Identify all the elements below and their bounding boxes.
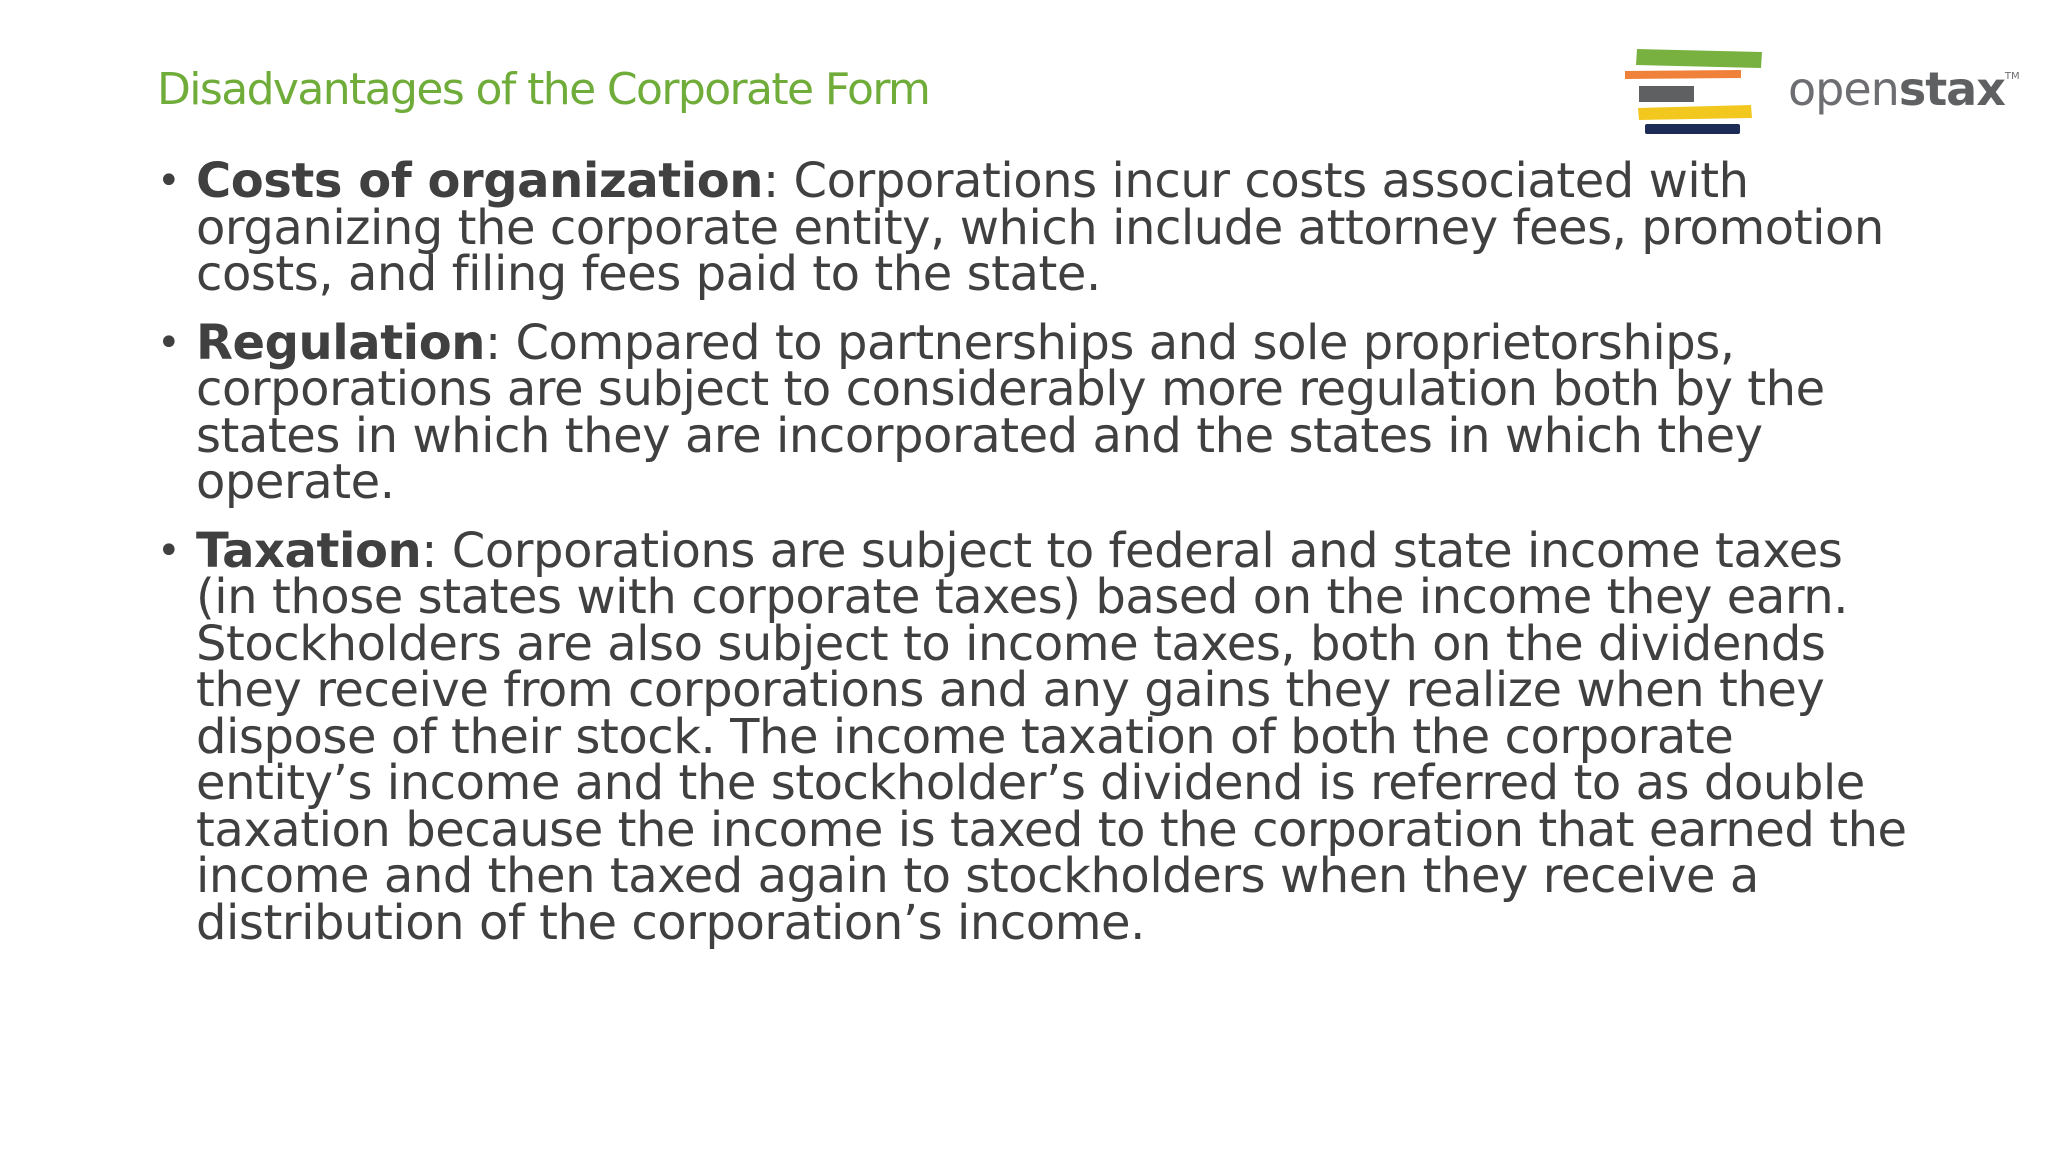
bullet-text: : Corporations incur costs associated with organizing the corporate entity, which include attorney fees, promotion costs, and filing fees paid to the state. (196, 153, 1884, 302)
bullet-term: Taxation (196, 522, 422, 579)
logo-bar-navy (1645, 124, 1740, 134)
openstax-logo (1625, 46, 2020, 138)
slide-title: Disadvantages of the Corporate Form (157, 64, 930, 115)
logo-bar-yellow (1638, 105, 1752, 120)
openstax-stacked-books-icon (1625, 46, 1765, 138)
logo-trademark: TM (2004, 71, 2020, 82)
bullet-text: : Corporations are subject to federal and state income taxes (in those states with corporate taxes) based on the income they earn. Stockholders are also subject to income taxes, both on the dividends they receive from corporations and any gains they realize when they dispose of their stock. The income taxation of both the corporate entity’s income and the stockholder’s dividend is referred to as double taxation because the income is taxed to the corporation that earned the income and then taxed again to stockholders when they receive a distribution of the corporation’s income. (196, 522, 1907, 951)
logo-wordmark (1788, 62, 2020, 116)
bullet-marker: • (157, 527, 181, 574)
bullet-term: Regulation (196, 314, 485, 371)
logo-bar-gray (1639, 86, 1694, 102)
bullet-item-taxation (157, 522, 1917, 951)
logo-bar-orange (1625, 70, 1741, 79)
bullet-marker: • (157, 319, 181, 366)
logo-bar-green (1636, 49, 1762, 68)
bullet-term: Costs of organization (196, 153, 764, 209)
bullet-text: : Compared to partnerships and sole proprietorships, corporations are subject to considerably more regulation both by the states in which they are incorporated and the states in which they operate. (196, 314, 1825, 510)
bullet-item-costs-of-organization (157, 153, 1917, 302)
bullet-list (157, 153, 1917, 968)
logo-text-open: open (1788, 62, 1899, 116)
logo-text-stax: stax (1898, 62, 2005, 116)
bullet-item-regulation (157, 314, 1917, 510)
bullet-marker: • (157, 158, 181, 204)
